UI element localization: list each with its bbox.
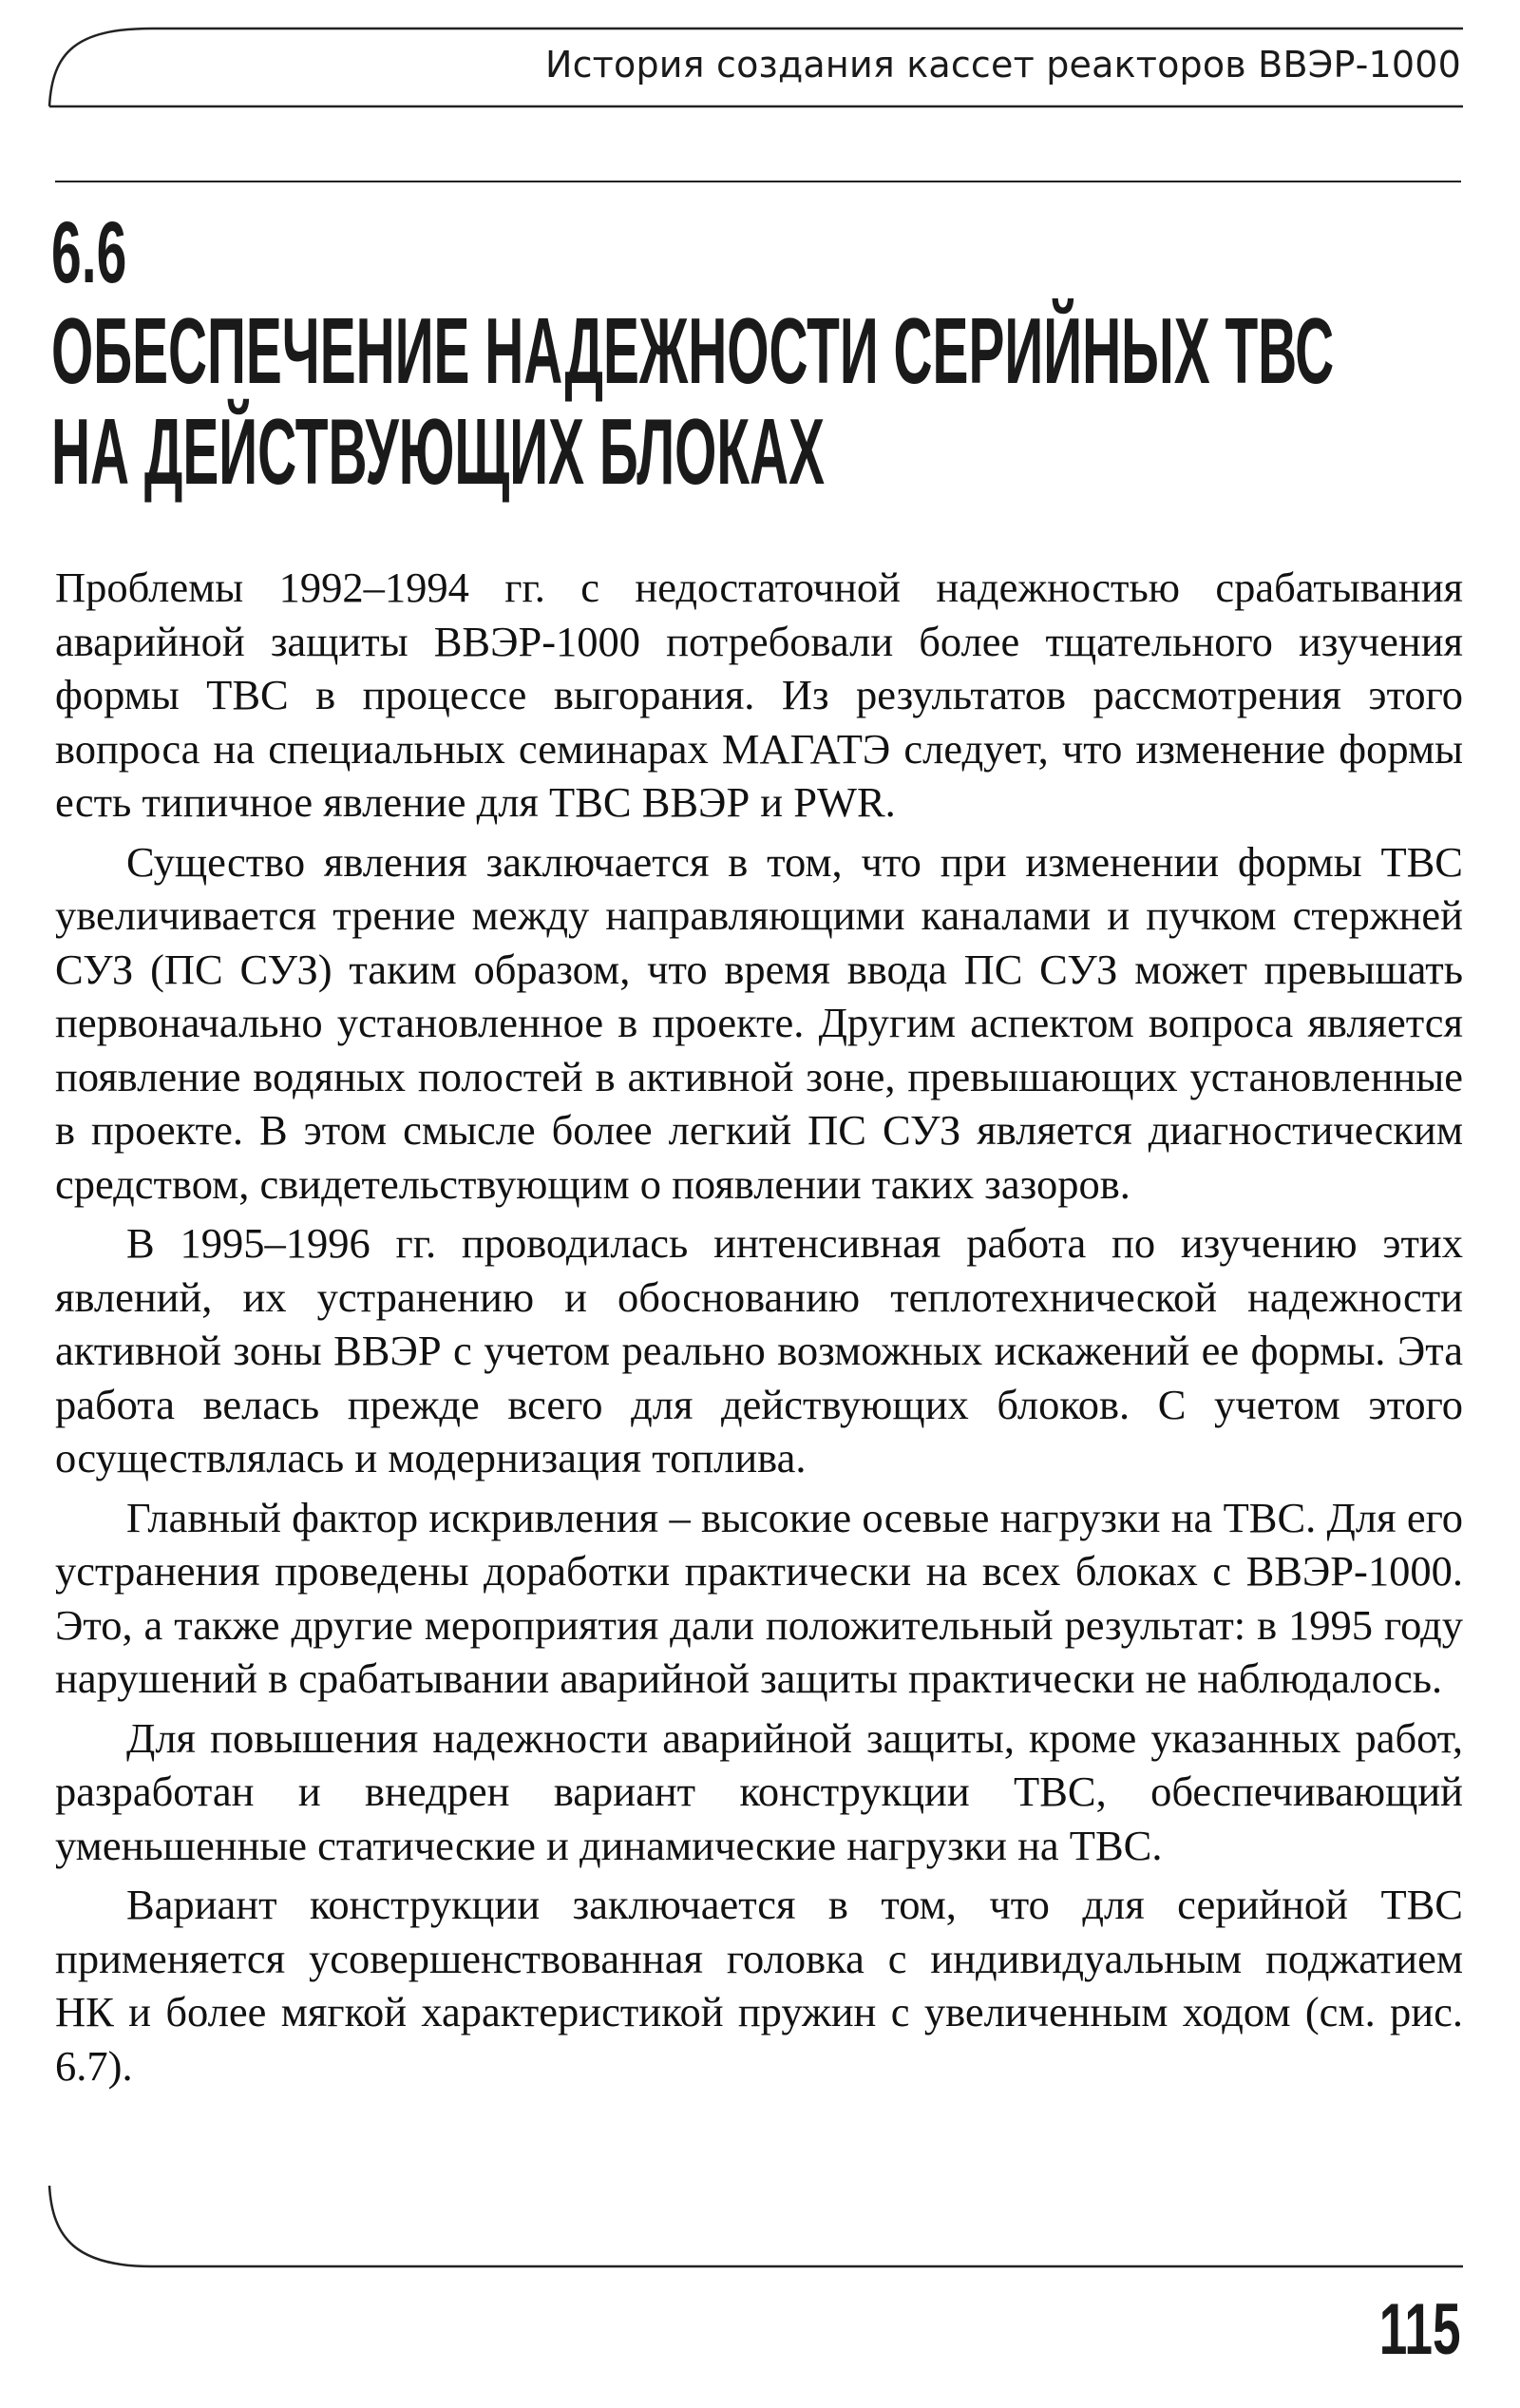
paragraph: Проблемы 1992–1994 гг. с недостаточной надежностью срабатывания аварийной защиты ВВЭР-1000 потребовали более тщательного изучения формы ТВС в процессе выгорания. Из результатов рассмотрения этого вопроса на специальных семинарах МАГАТЭ следует, что изменение формы есть типичное явление для ТВС ВВЭР и PWR. — [55, 564, 1463, 826]
section-title-line-1: ОБЕСПЕЧЕНИЕ НАДЕЖНОСТИ СЕРИЙНЫХ ТВС — [51, 298, 1335, 403]
paragraph: Главный фактор искривления – высокие осевые нагрузки на ТВС. Для его устранения проведены доработки практически на всех блоках с ВВЭР-1000. Это, а также другие мероприятия дали положительный результат: в 1995 году нарушений в срабатывании аварийной защиты практически не наблюдалось. — [55, 1493, 1463, 1702]
paragraph: Для повышения надежности аварийной защиты, кроме указанных работ, разработан и внедрен вариант конструкции ТВС, обеспечивающий уменьшенные статические и динамические нагрузки на ТВС. — [55, 1713, 1463, 1869]
section-title-line-2: НА ДЕЙСТВУЮЩИХ БЛОКАХ — [51, 399, 826, 504]
paragraph: Существо явления заключается в том, что при изменении формы ТВС увеличивается трение между направляющими каналами и пучком стержней СУЗ (ПС СУЗ) таким образом, что время ввода ПС СУЗ может превышать первоначально установленное в проекте. Другим аспектом вопроса является появление водяных полостей в активной зоне, превышающих установленные в проекте. В этом смысле более легкий ПС СУЗ является диагностическим средством, свидетельствующим о появлении таких зазоров. — [55, 837, 1463, 1208]
paragraph: Вариант конструкции заключается в том, что для серийной ТВС применяется усовершенствованная головка с индивидуальным поджатием НК и более мягкой характеристикой пружин с увеличенным ходом (см. рис. 6.7). — [55, 1881, 1463, 2090]
paragraph: В 1995–1996 гг. проводилась интенсивная работа по изучению этих явлений, их устранению и обоснованию теплотехнической надежности активной зоны ВВЭР с учетом реально возможных искажений ее формы. Эта работа велась прежде всего для действующих блоков. С учетом этого осуществлялась и модернизация топлива. — [55, 1219, 1463, 1481]
running-header: История создания кассет реакторов ВВЭР-1000 — [544, 44, 1461, 86]
footer-rule — [49, 2186, 1463, 2266]
section-number: 6.6 — [51, 204, 127, 301]
footer-frame — [0, 2186, 1520, 2281]
section-divider — [55, 181, 1461, 182]
page-number: 115 — [1379, 2289, 1461, 2370]
body-text — [55, 561, 1463, 2098]
section-title — [51, 300, 1334, 502]
